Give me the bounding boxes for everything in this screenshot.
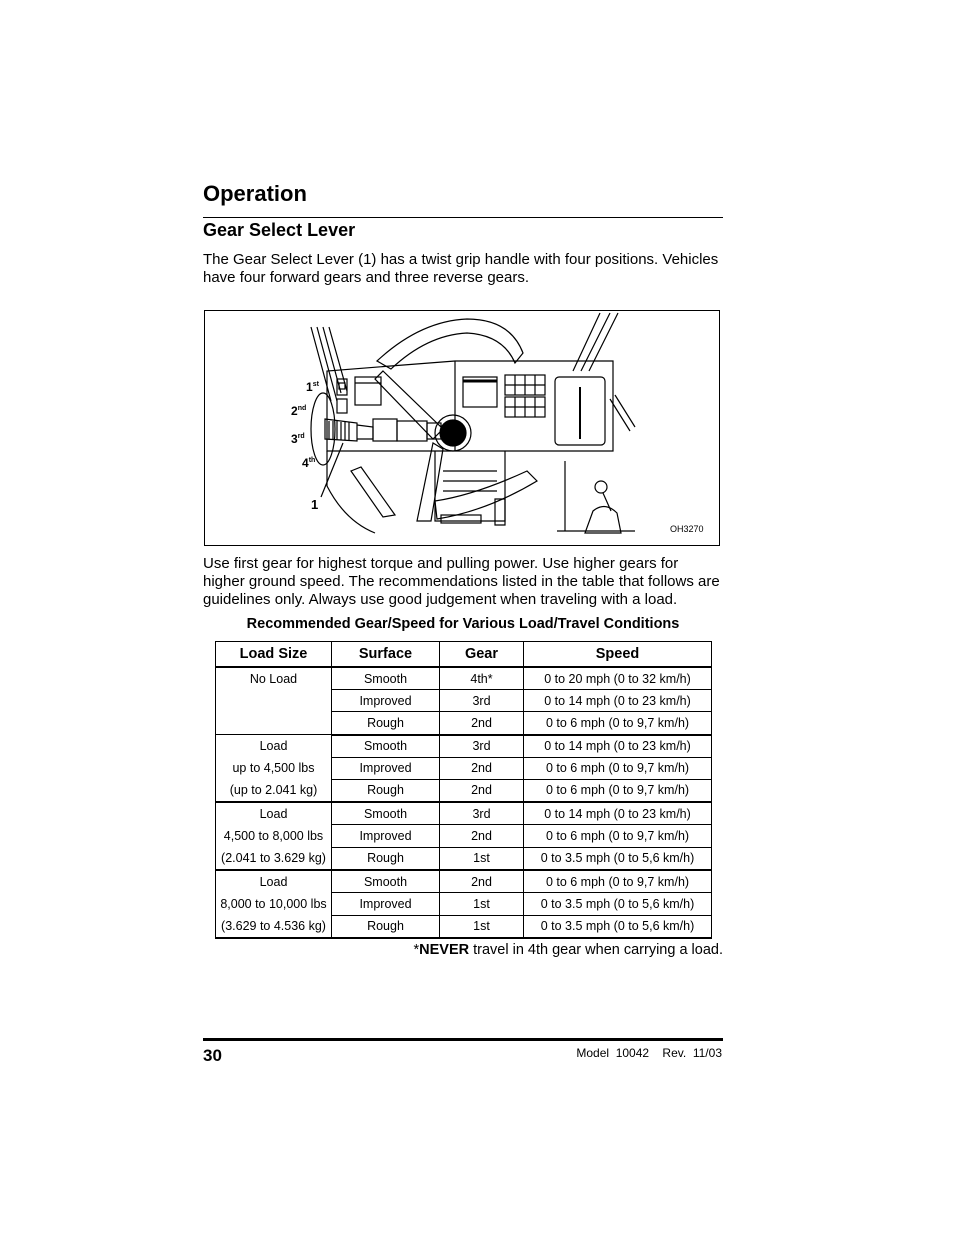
gear-lever-figure — [204, 310, 720, 546]
speed-cell: 0 to 14 mph (0 to 23 km/h) — [524, 802, 712, 825]
header-load-size: Load Size — [216, 642, 332, 668]
load-line: (2.041 to 3.629 kg) — [221, 851, 326, 865]
load-size-cell — [216, 735, 332, 803]
callout-number: 1 — [311, 497, 319, 512]
speed-cell: 0 to 6 mph (0 to 9,7 km/h) — [524, 825, 712, 847]
gear-cell: 2nd — [440, 779, 524, 802]
load-size-cell — [216, 870, 332, 938]
speed-cell: 0 to 6 mph (0 to 9,7 km/h) — [524, 712, 712, 735]
table-title: Recommended Gear/Speed for Various Load/Travel Conditions — [246, 616, 680, 632]
gear-cell: 1st — [440, 915, 524, 938]
header-surface: Surface — [332, 642, 440, 668]
gear-cell: 2nd — [440, 870, 524, 893]
load-line — [216, 690, 331, 712]
gear-cell: 1st — [440, 847, 524, 870]
gear-cell: 2nd — [440, 757, 524, 779]
footnote-prefix: * — [413, 942, 420, 958]
gear-cell: 4th* — [440, 667, 524, 690]
load-size-cell — [216, 667, 332, 735]
load-line — [216, 712, 331, 734]
speed-cell: 0 to 6 mph (0 to 9,7 km/h) — [524, 870, 712, 893]
load-line: Load — [259, 875, 288, 889]
load-line: No Load — [249, 672, 298, 686]
footnote-emphasis: NEVER — [419, 942, 470, 958]
surface-cell: Smooth — [332, 667, 440, 690]
speed-cell: 0 to 3.5 mph (0 to 5,6 km/h) — [524, 847, 712, 870]
table-row — [216, 667, 712, 690]
speed-cell: 0 to 6 mph (0 to 9,7 km/h) — [524, 779, 712, 802]
table-row — [216, 802, 712, 825]
speed-cell: 0 to 6 mph (0 to 9,7 km/h) — [524, 757, 712, 779]
gear-label-1st: 1st — [306, 380, 319, 394]
model-revision: Model 10042 Rev. 11/03 — [576, 1046, 722, 1060]
gear-label-2nd: 2nd — [291, 404, 307, 418]
surface-cell: Smooth — [332, 735, 440, 758]
table-row — [216, 735, 712, 758]
gear-cell: 2nd — [440, 825, 524, 847]
gear-cell: 1st — [440, 893, 524, 915]
load-line: Load — [259, 739, 288, 753]
intro-paragraph: The Gear Select Lever (1) has a twist grip handle with four positions. Vehicles have four forward gears and three reverse gears. — [203, 251, 719, 286]
load-line: Load — [259, 807, 288, 821]
gear-label-3rd: 3rd — [291, 432, 305, 446]
section-title: Operation — [203, 181, 307, 206]
surface-cell: Rough — [332, 847, 440, 870]
gear-cell: 3rd — [440, 735, 524, 758]
speed-cell: 0 to 20 mph (0 to 32 km/h) — [524, 667, 712, 690]
footnote-text: travel in 4th gear when carrying a load. — [469, 942, 723, 958]
table-header-row — [216, 642, 712, 668]
speed-cell: 0 to 3.5 mph (0 to 5,6 km/h) — [524, 893, 712, 915]
load-size-cell — [216, 802, 332, 870]
page-number: 30 — [203, 1046, 222, 1065]
surface-cell: Improved — [332, 690, 440, 712]
gear-speed-table — [215, 641, 712, 939]
load-line: 8,000 to 10,000 lbs — [220, 897, 327, 911]
footer-rule — [203, 1038, 723, 1041]
surface-cell: Smooth — [332, 802, 440, 825]
header-gear: Gear — [440, 642, 524, 668]
speed-cell: 0 to 14 mph (0 to 23 km/h) — [524, 690, 712, 712]
load-line: (3.629 to 4.536 kg) — [221, 919, 326, 933]
surface-cell: Rough — [332, 915, 440, 938]
gear-label-4th: 4th — [302, 456, 316, 470]
header-speed: Speed — [524, 642, 712, 668]
surface-cell: Rough — [332, 712, 440, 735]
surface-cell: Improved — [332, 893, 440, 915]
gear-cell: 3rd — [440, 690, 524, 712]
header-rule — [203, 217, 723, 218]
speed-cell: 0 to 3.5 mph (0 to 5,6 km/h) — [524, 915, 712, 938]
surface-cell: Improved — [332, 825, 440, 847]
guidance-paragraph: Use first gear for highest torque and pulling power. Use higher gears for higher ground speed. The recommendations listed in the table that follows are guidelines only. Always use good judgement when traveling with a load. — [203, 555, 720, 608]
figure-code: OH3270 — [670, 524, 704, 534]
load-line: up to 4,500 lbs — [232, 761, 315, 775]
speed-cell: 0 to 14 mph (0 to 23 km/h) — [524, 735, 712, 758]
surface-cell: Smooth — [332, 870, 440, 893]
gear-cell: 2nd — [440, 712, 524, 735]
load-line: (up to 2.041 kg) — [229, 783, 318, 797]
surface-cell: Rough — [332, 779, 440, 802]
table-row — [216, 870, 712, 893]
footnote — [203, 942, 723, 958]
subsection-title: Gear Select Lever — [203, 220, 356, 240]
dashboard-illustration — [205, 311, 719, 545]
gear-cell: 3rd — [440, 802, 524, 825]
surface-cell: Improved — [332, 757, 440, 779]
load-line: 4,500 to 8,000 lbs — [223, 829, 324, 843]
